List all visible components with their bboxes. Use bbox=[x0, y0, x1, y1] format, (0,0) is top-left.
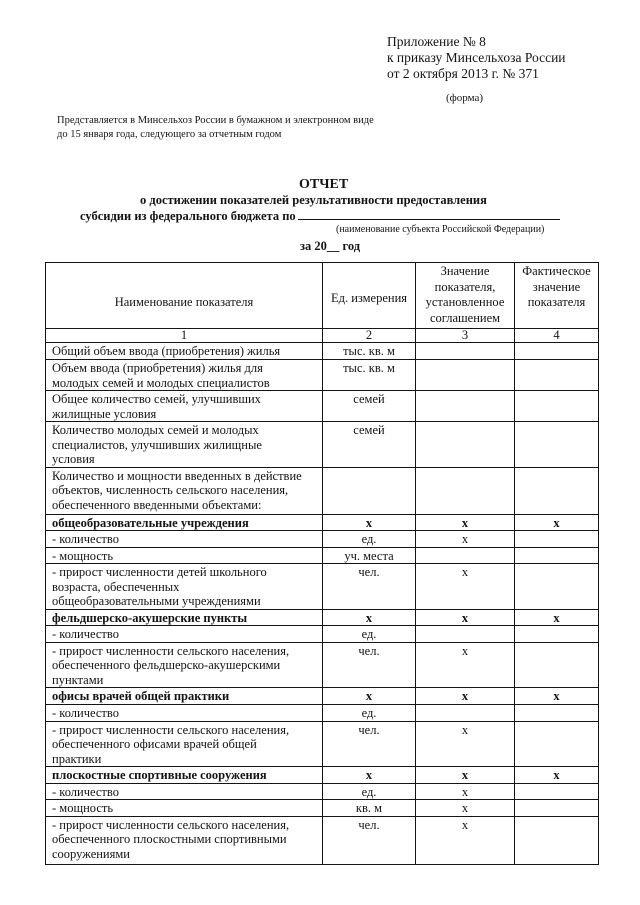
planned-value-cell bbox=[416, 422, 515, 468]
submission-note bbox=[57, 114, 374, 142]
indicator-name-line: Общий объем ввода (приобретения) жилья bbox=[52, 344, 281, 358]
column-header-planned-value bbox=[416, 263, 515, 329]
indicator-row bbox=[46, 800, 599, 817]
column-header-line: значение bbox=[532, 279, 581, 294]
actual-value-cell bbox=[515, 642, 599, 688]
indicator-name-line: общеобразовательными учреждениями bbox=[52, 594, 261, 608]
unit-cell: ед. bbox=[323, 626, 416, 643]
indicator-name-line: - количество bbox=[52, 532, 119, 546]
actual-value-cell bbox=[515, 467, 599, 514]
unit-cell: чел. bbox=[323, 564, 416, 610]
indicator-name-cell bbox=[46, 514, 323, 531]
planned-value-cell: х bbox=[416, 531, 515, 548]
submission-note-line: Представляется в Минсельхоз России в бумажном и электронном виде bbox=[57, 115, 374, 126]
actual-value-cell bbox=[515, 721, 599, 767]
column-header-indicator bbox=[46, 263, 323, 329]
indicator-name-line: условия bbox=[52, 452, 95, 466]
indicator-name-cell bbox=[46, 642, 323, 688]
unit-cell: х bbox=[323, 767, 416, 784]
indicator-row bbox=[46, 391, 599, 422]
planned-value-cell: х bbox=[416, 721, 515, 767]
indicator-name-cell bbox=[46, 609, 323, 626]
column-header-line: показателя bbox=[527, 295, 586, 309]
column-number-row bbox=[46, 329, 599, 343]
planned-value-cell: х bbox=[416, 688, 515, 705]
indicator-name-cell bbox=[46, 547, 323, 564]
section-row bbox=[46, 688, 599, 705]
subject-name-blank bbox=[298, 207, 560, 220]
planned-value-cell bbox=[416, 343, 515, 360]
indicator-name-line: Общее количество семей, улучшивших bbox=[52, 392, 261, 406]
indicator-name-line: офисы врачей общей практики bbox=[52, 689, 230, 703]
indicator-name-line: - прирост численности сельского населения, bbox=[52, 722, 290, 737]
unit-cell: ед. bbox=[323, 783, 416, 800]
indicator-name-line: - мощность bbox=[52, 548, 114, 563]
actual-value-cell: х bbox=[515, 609, 599, 626]
unit-cell: ед. bbox=[323, 705, 416, 722]
column-header-line: Фактическое bbox=[522, 264, 591, 278]
actual-value-cell: х bbox=[515, 688, 599, 705]
planned-value-cell: х bbox=[416, 800, 515, 817]
indicator-name-cell bbox=[46, 767, 323, 784]
indicator-name-line: объектов, численность сельского населения, bbox=[52, 483, 289, 497]
indicator-name-line: общеобразовательные учреждения bbox=[52, 515, 249, 530]
indicator-name-line: сооружениями bbox=[52, 846, 130, 861]
unit-cell: уч. места bbox=[323, 547, 416, 564]
indicator-name-line: плоскостные спортивные сооружения bbox=[52, 768, 267, 782]
indicator-name-cell bbox=[46, 816, 323, 864]
report-table bbox=[45, 262, 599, 865]
unit-cell: чел. bbox=[323, 816, 416, 864]
actual-value-cell bbox=[515, 422, 599, 468]
submission-note-line: до 15 января года, следующего за отчетным годом bbox=[57, 129, 282, 140]
indicator-name-cell bbox=[46, 391, 323, 422]
unit-cell: чел. bbox=[323, 721, 416, 767]
indicator-name-cell bbox=[46, 800, 323, 817]
column-number: 2 bbox=[323, 329, 416, 343]
indicator-name-cell bbox=[46, 343, 323, 360]
indicator-row bbox=[46, 422, 599, 468]
planned-value-cell bbox=[416, 467, 515, 514]
appendix-reference bbox=[387, 34, 566, 82]
indicator-name-cell bbox=[46, 783, 323, 800]
indicator-row bbox=[46, 531, 599, 548]
column-header-line: установленное bbox=[425, 295, 505, 309]
planned-value-cell bbox=[416, 705, 515, 722]
column-number: 4 bbox=[515, 329, 599, 343]
unit-cell: тыс. кв. м bbox=[323, 343, 416, 360]
column-header-line: соглашением bbox=[429, 310, 501, 325]
indicator-row bbox=[46, 705, 599, 722]
column-header-line: Наименование показателя bbox=[114, 295, 254, 309]
table-header-row bbox=[46, 263, 599, 329]
unit-cell: х bbox=[323, 514, 416, 531]
actual-value-cell bbox=[515, 547, 599, 564]
appendix-line: от 2 октября 2013 г. № 371 bbox=[387, 66, 539, 81]
indicator-name-line: обеспеченного введенными объектами: bbox=[52, 497, 262, 512]
unit-cell: кв. м bbox=[323, 800, 416, 817]
unit-cell: тыс. кв. м bbox=[323, 360, 416, 391]
report-title-text: субсидии из федерального бюджета по bbox=[80, 209, 296, 223]
indicator-name-cell bbox=[46, 626, 323, 643]
indicator-name-line: - количество bbox=[52, 784, 119, 799]
planned-value-cell bbox=[416, 360, 515, 391]
indicator-name-cell bbox=[46, 360, 323, 391]
column-header-line: Значение bbox=[440, 264, 490, 278]
report-title-line: о достижении показателей результативности предоставления bbox=[140, 193, 487, 207]
planned-value-cell: х bbox=[416, 767, 515, 784]
planned-value-cell: х bbox=[416, 609, 515, 626]
indicator-name-cell bbox=[46, 688, 323, 705]
indicator-name-line: Объем ввода (приобретения) жилья для bbox=[52, 361, 263, 375]
indicator-row bbox=[46, 642, 599, 688]
actual-value-cell bbox=[515, 816, 599, 864]
indicator-row bbox=[46, 343, 599, 360]
planned-value-cell: х bbox=[416, 514, 515, 531]
indicator-name-line: практики bbox=[52, 751, 102, 766]
indicator-name-line: обеспеченного фельдшерско-акушерскими bbox=[52, 658, 281, 672]
planned-value-cell: х bbox=[416, 783, 515, 800]
column-header-line: показателя, bbox=[434, 279, 496, 294]
indicator-name-line: обеспеченного офисами врачей общей bbox=[52, 737, 257, 751]
actual-value-cell: х bbox=[515, 514, 599, 531]
unit-cell: х bbox=[323, 609, 416, 626]
indicator-name-cell bbox=[46, 467, 323, 514]
indicator-name-line: - количество bbox=[52, 706, 119, 720]
column-number: 1 bbox=[46, 329, 323, 343]
unit-cell: семей bbox=[323, 391, 416, 422]
actual-value-cell bbox=[515, 783, 599, 800]
indicator-name-cell bbox=[46, 721, 323, 767]
column-header-unit bbox=[323, 263, 416, 329]
unit-cell: х bbox=[323, 688, 416, 705]
indicator-name-cell bbox=[46, 422, 323, 468]
indicator-name-line: фельдшерско-акушерские пункты bbox=[52, 610, 248, 625]
unit-cell: семей bbox=[323, 422, 416, 468]
appendix-line: Приложение № 8 bbox=[387, 34, 486, 49]
unit-cell bbox=[323, 467, 416, 514]
planned-value-cell: х bbox=[416, 816, 515, 864]
planned-value-cell bbox=[416, 626, 515, 643]
actual-value-cell bbox=[515, 360, 599, 391]
indicator-name-line: - мощность bbox=[52, 801, 114, 815]
indicator-name-line: специалистов, улучшивших жилищные bbox=[52, 437, 262, 452]
indicator-name-line: пунктами bbox=[52, 672, 104, 687]
indicator-name-cell bbox=[46, 705, 323, 722]
actual-value-cell bbox=[515, 800, 599, 817]
unit-cell: ед. bbox=[323, 531, 416, 548]
indicator-name-line: - количество bbox=[52, 627, 119, 641]
planned-value-cell: х bbox=[416, 642, 515, 688]
actual-value-cell bbox=[515, 391, 599, 422]
indicator-row bbox=[46, 783, 599, 800]
column-header-line: Ед. измерения bbox=[330, 291, 408, 305]
report-year-line: за 20__ год bbox=[300, 239, 361, 253]
indicator-name-line: молодых семей и молодых специалистов bbox=[52, 375, 270, 390]
form-label: (форма) bbox=[446, 92, 484, 104]
actual-value-cell bbox=[515, 343, 599, 360]
indicator-row bbox=[46, 564, 599, 610]
indicator-name-line: жилищные условия bbox=[52, 406, 157, 421]
indicator-row bbox=[46, 467, 599, 514]
indicator-name-line: обеспеченного плоскостными спортивными bbox=[52, 832, 287, 846]
indicator-row bbox=[46, 626, 599, 643]
section-row bbox=[46, 767, 599, 784]
report-title-line bbox=[80, 207, 560, 224]
actual-value-cell bbox=[515, 626, 599, 643]
report-heading: ОТЧЕТ bbox=[299, 177, 349, 192]
indicator-name-line: - прирост численности сельского населения, bbox=[52, 643, 290, 658]
actual-value-cell bbox=[515, 531, 599, 548]
indicator-name-cell bbox=[46, 564, 323, 610]
column-header-actual-value bbox=[515, 263, 599, 329]
indicator-name-cell bbox=[46, 531, 323, 548]
subject-name-caption: (наименование субъекта Российской Федерации) bbox=[336, 224, 545, 235]
planned-value-cell bbox=[416, 391, 515, 422]
actual-value-cell: х bbox=[515, 767, 599, 784]
actual-value-cell bbox=[515, 564, 599, 610]
column-number: 3 bbox=[416, 329, 515, 343]
section-row bbox=[46, 514, 599, 531]
indicator-name-line: - прирост численности сельского населения, bbox=[52, 817, 290, 832]
indicator-name-line: - прирост численности детей школьного bbox=[52, 565, 267, 579]
planned-value-cell bbox=[416, 547, 515, 564]
unit-cell: чел. bbox=[323, 642, 416, 688]
indicator-row bbox=[46, 816, 599, 864]
indicator-row bbox=[46, 547, 599, 564]
report-table-body bbox=[46, 343, 599, 865]
section-row bbox=[46, 609, 599, 626]
indicator-row bbox=[46, 360, 599, 391]
appendix-line: к приказу Минсельхоза России bbox=[387, 50, 566, 65]
indicator-name-line: Количество и мощности введенных в действие bbox=[52, 468, 302, 483]
planned-value-cell: х bbox=[416, 564, 515, 610]
indicator-row bbox=[46, 721, 599, 767]
actual-value-cell bbox=[515, 705, 599, 722]
indicator-name-line: возраста, обеспеченных bbox=[52, 579, 180, 594]
indicator-name-line: Количество молодых семей и молодых bbox=[52, 423, 259, 437]
